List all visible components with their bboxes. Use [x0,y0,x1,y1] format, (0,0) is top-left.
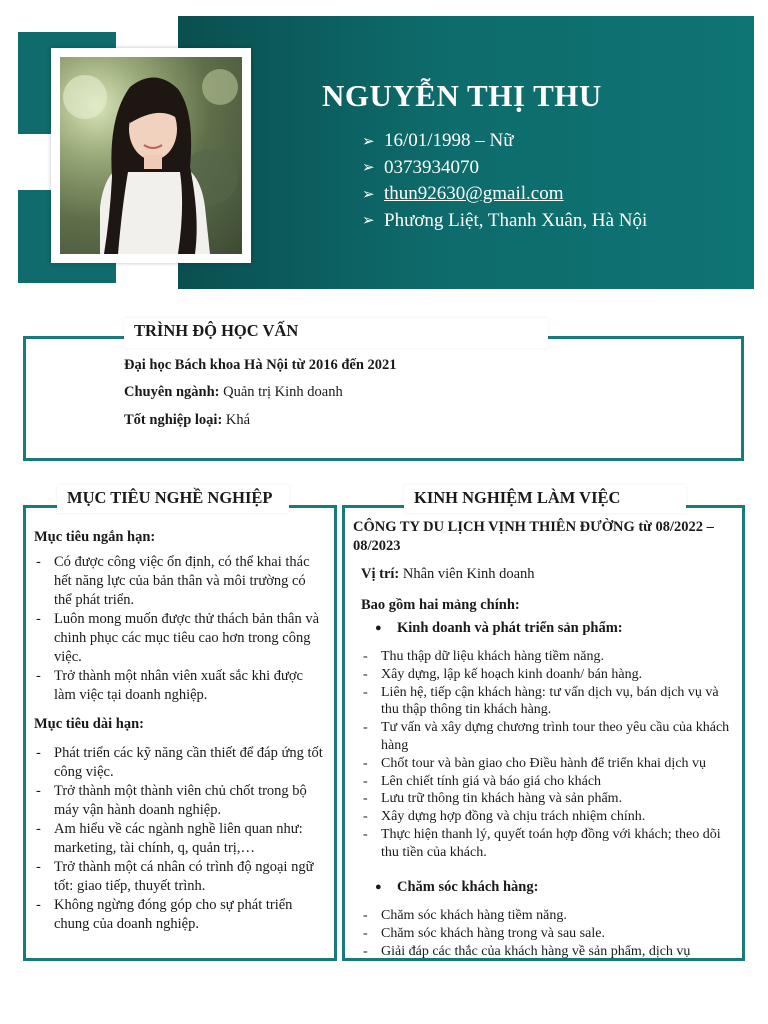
profile-photo-frame [51,48,251,263]
area-care-title: ● Chăm sóc khách hàng: [375,879,539,895]
short-term-title: Mục tiêu ngắn hạn: [34,529,156,545]
scope-title: Bao gồm hai mảng chính: [361,597,520,613]
contact-list [362,128,647,234]
area-sales-title: ● Kinh doanh và phát triển sản phẩm: [375,620,623,636]
list-item: - Trở thành một cá nhân có trình độ ngoại ngữ tốt: giao tiếp, thuyết trình. [54,858,326,896]
position-line: Vị trí: Nhân viên Kinh doanh [361,566,535,582]
objectives-heading: MỤC TIÊU NGHỀ NGHIỆP [57,485,289,513]
list-item: - Chốt tour và bàn giao cho Điều hành để triển khai dịch vụ [381,755,733,773]
education-grade: Tốt nghiệp loại: Khá [124,412,251,428]
sales-duty-list [381,648,733,862]
experience-heading: KINH NGHIỆM LÀM VIỆC [404,485,686,513]
list-item: - Có được công việc ổn định, có thể khai thác hết năng lực của bản thân và môi trường có thể phát triển. [54,553,326,610]
list-item: - Trở thành một nhân viên xuất sắc khi được làm việc tại doanh nghiệp. [54,667,326,705]
contact-item-phone: ➢ 0373934070 [362,156,479,178]
education-heading: TRÌNH ĐỘ HỌC VẤN [124,318,548,348]
list-item: - Giải đáp các thắc của khách hàng về sản phẩm, dịch vụ [381,943,733,961]
education-major: Chuyên ngành: Quản trị Kinh doanh [124,384,343,400]
bullet-icon: ● [375,881,382,893]
list-item: - Chăm sóc khách hàng trong và sau sale. [381,925,733,943]
list-item: - Chăm sóc khách hàng tiềm năng. [381,907,733,925]
contact-item-email [362,181,647,208]
bullet-icon: ● [375,622,382,634]
candidate-name: NGUYỄN THỊ THU [322,78,602,113]
list-item: - Liên hệ, tiếp cận khách hàng: tư vấn dịch vụ, bán dịch vụ và thu thập thông tin khách hàng. [381,684,733,720]
list-item: - Xây dựng hợp đồng và chịu trách nhiệm chính. [381,808,733,826]
list-item: - Lưu trữ thông tin khách hàng và sản phẩm. [381,790,733,808]
short-term-list [54,553,326,705]
care-duty-list [381,907,733,960]
education-school: Đại học Bách khoa Hà Nội từ 2016 đến 2021 [124,357,397,373]
list-item: - Xây dựng, lập kế hoạch kinh doanh/ bán hàng. [381,666,733,684]
email-link[interactable]: thun92630@gmail.com [384,183,564,205]
long-term-title: Mục tiêu dài hạn: [34,716,144,732]
objectives-section [23,505,337,961]
arrow-bullet-icon: ➢ [362,213,375,230]
list-item: - Lên chiết tính giá và báo giá cho khách [381,773,733,791]
list-item: - Am hiểu về các ngành nghề liên quan như: marketing, tài chính, q, quản trị,… [54,820,326,858]
contact-item-dob: ➢ 16/01/1998 – Nữ [362,130,514,152]
long-term-list [54,744,326,934]
divider [23,505,59,507]
list-item: - Thu thập dữ liệu khách hàng tiềm năng. [381,648,733,666]
arrow-bullet-icon: ➢ [362,186,375,203]
arrow-bullet-icon: ➢ [362,133,375,150]
list-item: - Tư vấn và xây dựng chương trình tour theo yêu cầu của khách hàng [381,719,733,755]
arrow-bullet-icon: ➢ [362,160,375,177]
list-item: - Trở thành một thành viên chủ chốt trong bộ máy vận hành doanh nghiệp. [54,782,326,820]
list-item: - Phát triển các kỹ năng cần thiết để đáp ứng tốt công việc. [54,744,326,782]
profile-photo [60,57,242,254]
divider [342,505,406,507]
list-item: - Không ngừng đóng góp cho sự phát triển chung của doanh nghiệp. [54,896,326,934]
company-title: CÔNG TY DU LỊCH VỊNH THIÊN ĐƯỜNG từ 08/2022 – 08/2023 [353,519,714,554]
list-item: - Luôn mong muốn được thử thách bản thân và chinh phục các mục tiêu cao hơn trong công việc. [54,610,326,667]
contact-item-address: ➢ Phương Liệt, Thanh Xuân, Hà Nội [362,209,648,231]
list-item: - Thực hiện thanh lý, quyết toán hợp đồng với khách; theo dõi thu tiền của khách. [381,826,733,862]
experience-section [342,505,745,961]
